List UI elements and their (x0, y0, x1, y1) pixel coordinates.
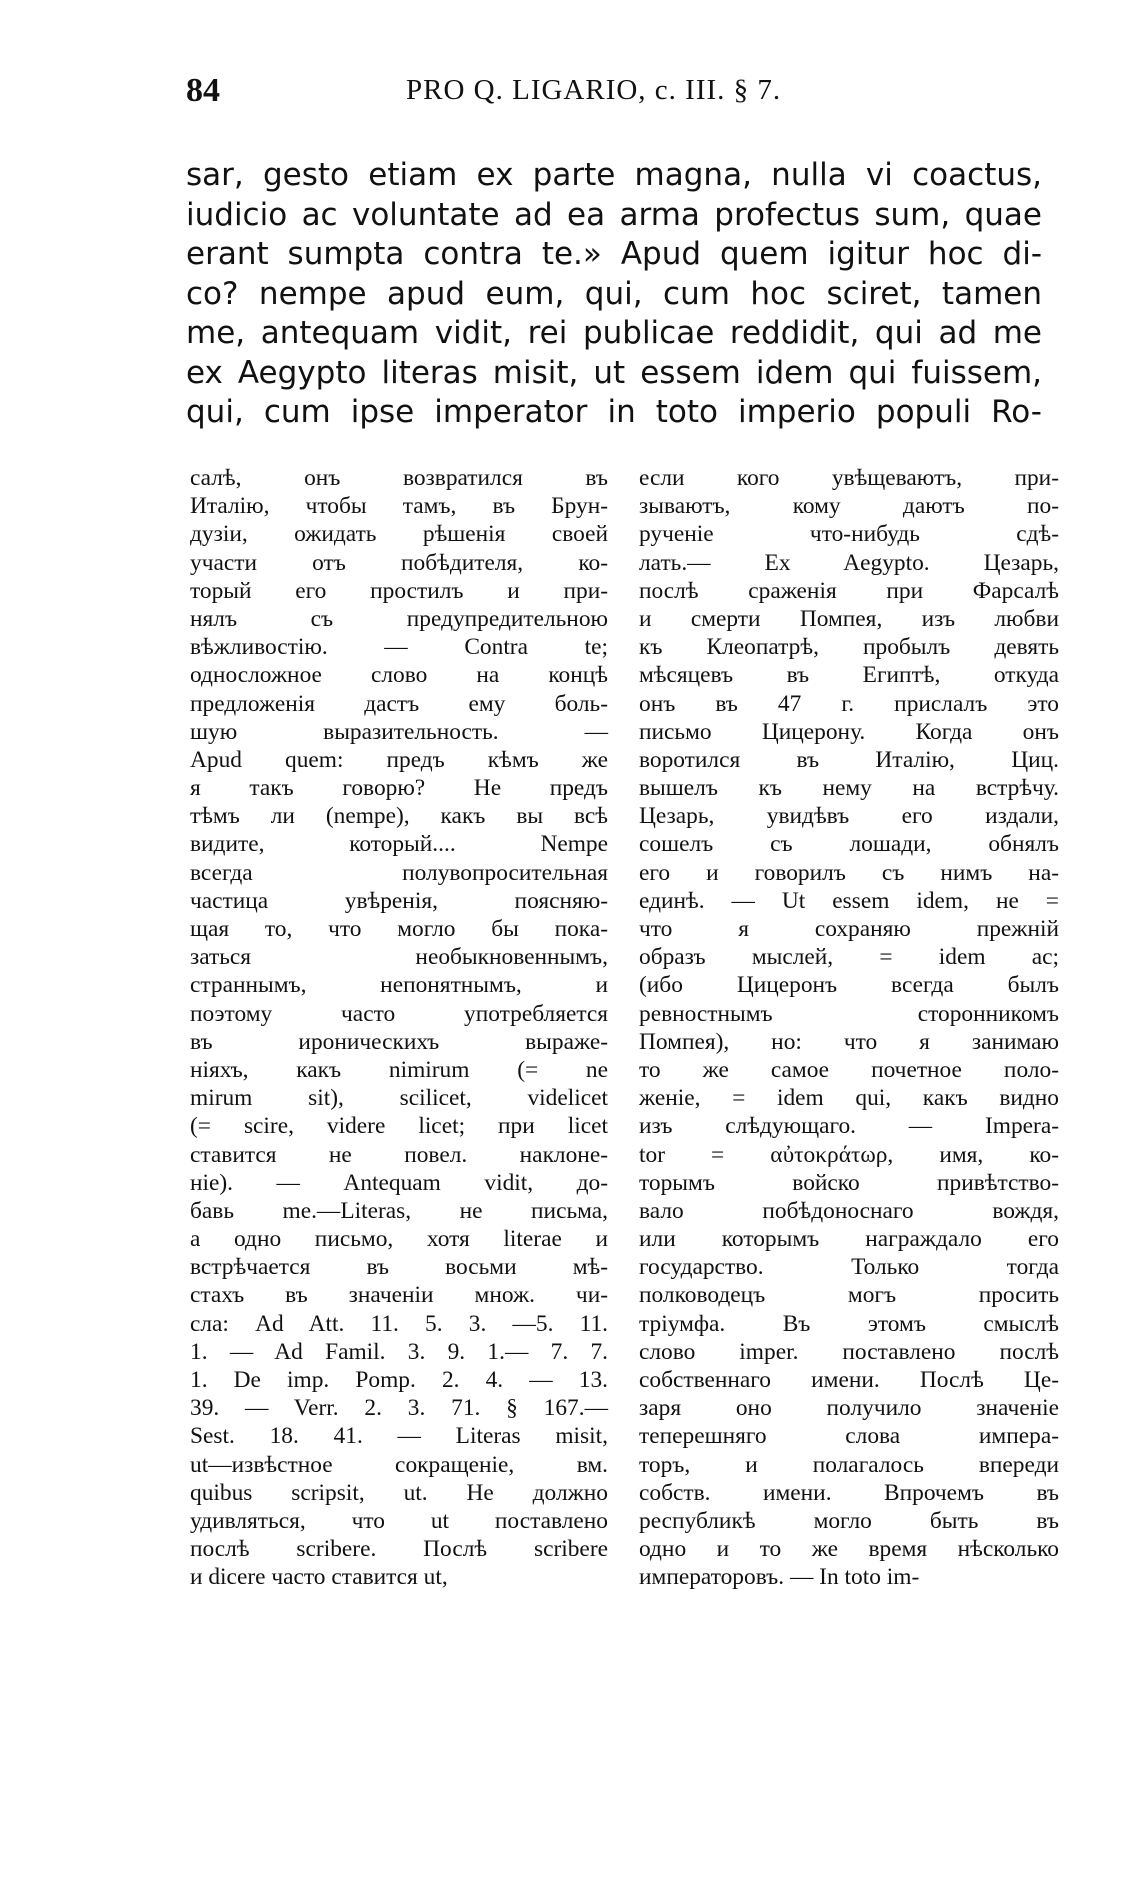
page-number: 84 (186, 72, 220, 109)
commentary-line: Цезарь, увидѣвъ его издали, (639, 803, 1059, 830)
commentary-line: частица увѣренія, поясняю- (190, 887, 608, 914)
commentary-line: заря оно получило значеніе (639, 1395, 1059, 1422)
commentary-line: шую выразительность. — (190, 718, 608, 745)
commentary-line: письмо Цицерону. Когда онъ (639, 718, 1059, 745)
commentary-line: въ ироническихъ выраже- (190, 1028, 608, 1055)
commentary-line: мѣсяцевъ въ Египтѣ, откуда (639, 662, 1059, 689)
latin-line: sar, gesto etiam ex parte magna, nulla vi coactus, (186, 157, 1042, 193)
commentary-line: вало побѣдоноснаго вождя, (639, 1197, 1059, 1224)
commentary-line: одно и то же время нѣсколько (639, 1536, 1059, 1563)
commentary-left-column (190, 464, 608, 1592)
commentary-line: ревностнымъ сторонникомъ (639, 1000, 1059, 1027)
commentary-line: если кого увѣщеваютъ, при- (639, 465, 1059, 491)
latin-line: ex Aegypto literas misit, ut essem idem qui fuissem, (186, 354, 1042, 391)
latin-line: qui, cum ipse imperator in toto imperio populi Ro- (186, 394, 1042, 430)
commentary-line: сошелъ съ лошади, обнялъ (639, 831, 1059, 858)
commentary-line: щая то, что могло бы пока- (190, 916, 608, 942)
commentary-line: и dicere часто ставится ut, (190, 1564, 448, 1591)
commentary-line: лать.— Ex Aegypto. Цезарь, (639, 549, 1059, 576)
commentary-line: тріумфа. Въ этомъ смыслѣ (639, 1310, 1059, 1337)
commentary-line: слово imper. поставлено послѣ (639, 1338, 1059, 1365)
commentary-line: 1. — Ad Famil. 3. 9. 1.— 7. 7. (190, 1338, 608, 1365)
commentary-line: торымъ войско привѣтство- (639, 1169, 1059, 1196)
commentary-line: торый его простилъ и при- (190, 577, 608, 604)
commentary-line: рученіе что-нибудь сдѣ- (639, 521, 1059, 548)
commentary-line: (= scire, videre licet; при licet (190, 1113, 608, 1140)
latin-line: me, antequam vidit, rei publicae reddidit, qui ad me (186, 315, 1042, 351)
commentary-line: воротился въ Италію, Циц. (639, 746, 1059, 773)
commentary-line: государство. Только тогда (639, 1254, 1059, 1281)
column-gutter (623, 464, 624, 1464)
commentary-line: я такъ говорю? Не предъ (190, 775, 608, 802)
commentary-line: видите, который.... Nempe (190, 831, 608, 858)
commentary-line: онъ въ 47 г. прислалъ это (639, 690, 1059, 717)
commentary-line: встрѣчается въ восьми мѣ- (190, 1254, 608, 1281)
commentary-line: салѣ, онъ возвратился въ (190, 465, 608, 491)
commentary-line: ніе). — Antequam vidit, до- (190, 1169, 608, 1196)
commentary-line: ставится не повел. наклоне- (190, 1141, 608, 1168)
commentary-line: или которымъ награждало его (639, 1226, 1059, 1253)
commentary-line: послѣ сраженія при Фарсалѣ (639, 577, 1059, 604)
commentary-line: tor = αὐτοκράτωρ, имя, ко- (639, 1141, 1059, 1168)
commentary-line: зываютъ, кому даютъ по- (639, 493, 1059, 520)
commentary-line: и смерти Помпея, изъ любви (639, 605, 1059, 632)
commentary-line: заться необыкновеннымъ, (190, 944, 608, 971)
commentary-line: полководецъ могъ просить (639, 1282, 1059, 1309)
commentary-line: его и говорилъ съ нимъ на- (639, 859, 1059, 886)
commentary-line: mirum sit), scilicet, videlicet (190, 1085, 608, 1112)
commentary-line: Помпея), но: что я занимаю (639, 1028, 1059, 1055)
commentary-right-column (639, 464, 1059, 1592)
commentary-line: удивляться, что ut поставлено (190, 1507, 608, 1534)
commentary-line: quibus scripsit, ut. Не должно (190, 1479, 608, 1506)
commentary-line: бавь me.—Literas, не письма, (190, 1197, 608, 1224)
commentary-line: 39. — Verr. 2. 3. 71. § 167.— (190, 1395, 608, 1422)
commentary-line: всегда полувопросительная (190, 859, 608, 886)
commentary-line: предложенія дастъ ему боль- (190, 690, 608, 717)
commentary-line: изъ слѣдующаго. — Impera- (639, 1113, 1059, 1140)
commentary-line: дузіи, ожидать рѣшенія своей (190, 521, 608, 548)
running-title: PRO Q. LIGARIO, c. III. § 7. (406, 74, 782, 106)
commentary-line: что я сохраняю прежній (639, 916, 1059, 942)
commentary-line: императоровъ. — In toto im- (639, 1564, 920, 1591)
commentary-line: а одно письмо, хотя literae и (190, 1226, 608, 1253)
commentary-line: собств. имени. Впрочемъ въ (639, 1479, 1059, 1506)
latin-text-block (186, 156, 1042, 433)
commentary-line: вѣжливостію. — Contra te; (190, 634, 608, 661)
commentary-line: женіе, = idem qui, какъ видно (639, 1085, 1059, 1112)
commentary-line: теперешняго слова импера- (639, 1423, 1059, 1450)
latin-line: co? nempe apud eum, qui, cum hoc sciret, tamen (186, 275, 1042, 312)
commentary-line: Apud quem: предъ кѣмъ же (190, 746, 608, 773)
commentary-line: тѣмъ ли (nempe), какъ вы всѣ (190, 803, 608, 830)
page-header (186, 72, 822, 122)
commentary-line: стахъ въ значеніи множ. чи- (190, 1282, 608, 1309)
commentary-line: собственнаго имени. Послѣ Це- (639, 1367, 1059, 1393)
commentary-line: образъ мыслей, = idem ac; (639, 944, 1059, 971)
commentary-line: ut—извѣстное сокращеніе, вм. (190, 1451, 608, 1478)
commentary-line: (ибо Цицеронъ всегда былъ (639, 972, 1059, 999)
commentary-line: Sest. 18. 41. — Literas misit, (190, 1423, 608, 1450)
commentary-line: вышелъ къ нему на встрѣчу. (639, 775, 1059, 802)
commentary-line: послѣ scribere. Послѣ scribere (190, 1536, 608, 1563)
commentary-line: 1. De imp. Pomp. 2. 4. — 13. (190, 1367, 608, 1393)
commentary-line: поэтому часто употребляется (190, 1000, 608, 1027)
commentary-line: республикѣ могло быть въ (639, 1507, 1059, 1534)
commentary-line: къ Клеопатрѣ, пробылъ девять (639, 634, 1059, 661)
latin-line: iudicio ac voluntate ad ea arma profectus sum, quae (186, 196, 1042, 233)
commentary-line: односложное слово на концѣ (190, 662, 608, 689)
commentary-line: участи отъ побѣдителя, ко- (190, 549, 608, 576)
latin-line: erant sumpta contra te.» Apud quem igitur hoc di- (186, 236, 1042, 272)
commentary-line: то же самое почетное поло- (639, 1056, 1059, 1083)
commentary-line: сла: Ad Att. 11. 5. 3. —5. 11. (190, 1310, 608, 1337)
commentary-line: торъ, и полагалось впереди (639, 1451, 1059, 1478)
commentary-line: ніяхъ, какъ nimirum (= ne (190, 1056, 608, 1083)
commentary-line: единѣ. — Ut essem idem, не = (639, 887, 1059, 914)
commentary-line: страннымъ, непонятнымъ, и (190, 972, 608, 999)
commentary-line: Италію, чтобы тамъ, въ Брун- (190, 493, 608, 520)
commentary-line: нялъ съ предупредительною (190, 605, 608, 632)
